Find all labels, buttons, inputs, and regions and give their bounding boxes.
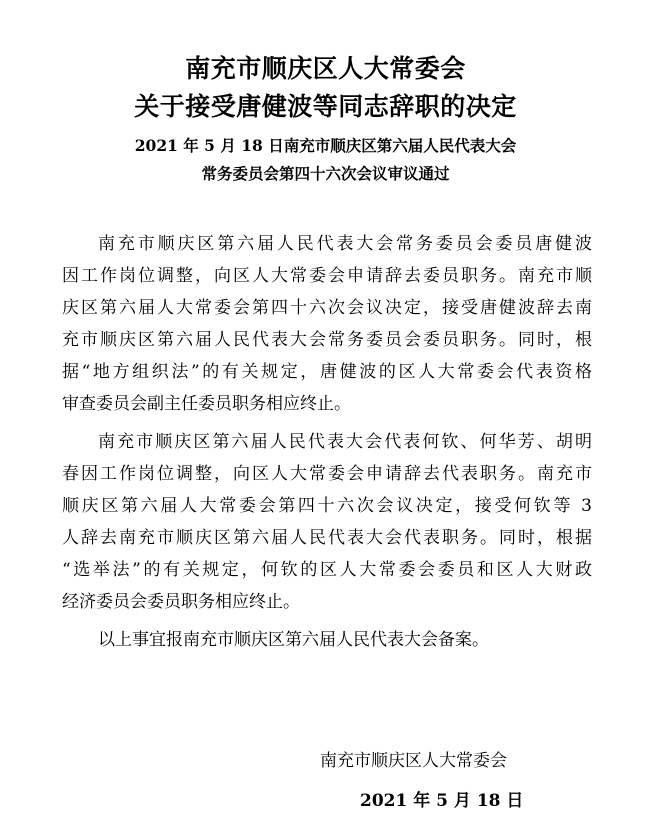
paragraph-2 xyxy=(62,426,592,618)
subtitle-line-2: 常务委员会第四十六次会议审议通过 xyxy=(201,164,450,183)
paragraph-3-line-1: 以上事宜报南充市顺庆区第六届人民代表大会备案。 xyxy=(98,630,489,650)
title-line-1: 南充市顺庆区人大常委会 xyxy=(185,54,466,83)
paragraph-2-line-6: 经济委员会委员职务相应终止。 xyxy=(62,592,300,612)
paragraph-1 xyxy=(62,228,592,420)
paragraph-2-line-2: 春因工作岗位调整，向区人大常委会申请辞去代表职务。南充市 xyxy=(62,464,592,484)
paragraph-2-line-1: 南充市顺庆区第六届人民代表大会代表何钦、何华芳、胡明 xyxy=(98,432,592,452)
paragraph-1-line-1: 南充市顺庆区第六届人民代表大会常务委员会委员唐健波 xyxy=(98,234,592,254)
subtitle-line-1: 2021 年 5 月 18 日南充市顺庆区第六届人民代表大会 xyxy=(134,136,517,155)
paragraph-1-line-6: 审查委员会副主任委员职务相应终止。 xyxy=(62,394,351,414)
paragraph-1-line-4: 充市顺庆区第六届人民代表大会常务委员会委员职务。同时，根 xyxy=(62,330,592,350)
paragraph-2-line-5: “选举法”的有关规定，何钦的区人大常委会委员和区人大财政 xyxy=(62,560,592,580)
signature-organization: 南充市顺庆区人大常委会 xyxy=(320,751,507,771)
paragraph-1-line-5: 据“地方组织法”的有关规定，唐健波的区人大常委会代表资格 xyxy=(62,362,592,382)
document-title xyxy=(0,50,651,126)
document-subtitle xyxy=(0,132,651,188)
paragraph-3 xyxy=(62,624,592,656)
paragraph-1-line-3: 庆区第六届人大常委会第四十六次会议决定，接受唐健波辞去南 xyxy=(62,298,592,318)
title-line-2: 关于接受唐健波等同志辞职的决定 xyxy=(134,92,517,121)
document-body xyxy=(62,228,592,662)
paragraph-2-line-3: 顺庆区第六届人大常委会第四十六次会议决定，接受何钦等 3 xyxy=(62,496,592,516)
paragraph-2-line-4: 人辞去南充市顺庆区第六届人民代表大会代表职务。同时，根据 xyxy=(62,528,592,548)
signature-date: 2021 年 5 月 18 日 xyxy=(360,791,524,811)
paragraph-1-line-2: 因工作岗位调整，向区人大常委会申请辞去委员职务。南充市顺 xyxy=(62,266,592,286)
